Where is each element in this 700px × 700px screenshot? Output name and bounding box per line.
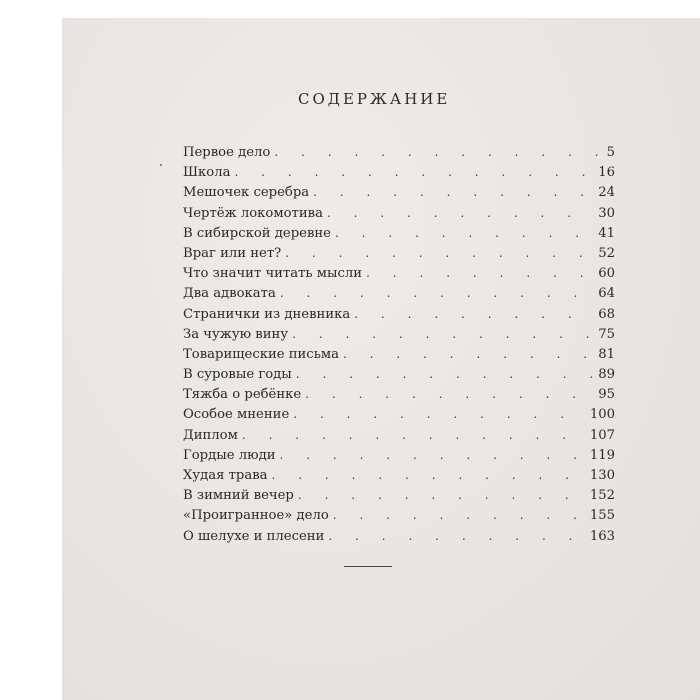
dot-leader — [234, 162, 594, 182]
paper-speck — [160, 164, 162, 166]
toc-entry-page-number: 41 — [598, 225, 615, 241]
toc-entry — [183, 304, 615, 324]
toc-entry — [183, 162, 615, 182]
toc-entry-page-number: 100 — [589, 407, 615, 423]
dot-leader — [327, 203, 594, 223]
dot-leader — [292, 324, 594, 344]
toc-entry — [183, 142, 615, 162]
dot-leader — [280, 445, 586, 465]
toc-entry — [183, 243, 615, 263]
toc-entry — [183, 505, 615, 525]
toc-entry — [183, 283, 615, 303]
toc-entry — [183, 324, 615, 344]
dot-leader — [242, 425, 586, 445]
toc-entry — [183, 344, 615, 364]
toc-entry-page-number: 24 — [598, 185, 615, 201]
dot-leader — [293, 404, 586, 424]
toc-entry-page-number: 5 — [606, 145, 615, 160]
toc-entry-title: Товарищеские письма — [183, 346, 339, 362]
dot-leader — [333, 505, 586, 525]
toc-entry-title: Диплом — [183, 427, 238, 443]
toc-entry-title: Чертёж локомотива — [183, 205, 323, 221]
toc-entry-title: Странички из дневника — [183, 306, 351, 322]
toc-entry-title: Первое дело — [183, 145, 271, 160]
toc-entry-page-number: 89 — [598, 367, 615, 383]
toc-entry-page-number: 68 — [598, 306, 615, 322]
toc-entry — [183, 485, 615, 505]
toc-entry-title: Два адвоката — [183, 286, 276, 302]
toc-entry-page-number: 130 — [589, 468, 615, 483]
toc-entry — [183, 182, 615, 202]
toc-entry-page-number: 95 — [598, 387, 615, 403]
toc-entry-page-number: 16 — [598, 165, 615, 181]
toc-entry-title: Тяжба о ребёнке — [183, 387, 302, 403]
toc-entry — [183, 263, 615, 283]
dot-leader — [272, 465, 586, 485]
toc-entry-page-number: 152 — [589, 488, 615, 504]
toc-entry-title: О шелухе и плесени — [183, 528, 325, 544]
toc-entry-title: В сибирской деревне — [183, 225, 331, 241]
toc-entry — [183, 526, 615, 546]
dot-leader — [298, 485, 586, 505]
dot-leader — [335, 223, 594, 243]
toc-entry-page-number: 119 — [589, 447, 615, 463]
toc-entry — [183, 203, 615, 223]
toc-entry — [183, 465, 615, 485]
closing-rule — [344, 566, 392, 567]
dot-leader — [366, 263, 594, 283]
dot-leader — [296, 364, 594, 384]
toc-entry-page-number: 107 — [589, 427, 615, 443]
toc-entry-page-number: 163 — [589, 528, 615, 544]
toc-entry-page-number: 52 — [598, 245, 615, 261]
dot-leader — [328, 526, 585, 546]
toc-entry-title: Особое мнение — [183, 407, 290, 423]
toc-entry-title: Что значит читать мысли — [183, 266, 363, 282]
toc-entry — [183, 223, 615, 243]
toc-entry — [183, 364, 615, 384]
toc-entry — [183, 404, 615, 424]
dot-leader — [280, 283, 594, 303]
toc-entry-page-number: 60 — [598, 266, 615, 282]
toc-entry-page-number: 30 — [598, 205, 615, 221]
dot-leader — [313, 182, 594, 202]
toc-entry-title: В зимний вечер — [183, 488, 294, 504]
dot-leader — [274, 142, 602, 162]
toc-entry-page-number: 155 — [589, 508, 615, 524]
toc-entry — [183, 384, 615, 404]
dot-leader — [285, 243, 594, 263]
table-of-contents — [183, 142, 615, 546]
toc-entry-page-number: 81 — [598, 346, 615, 362]
toc-entry-title: «Проигранное» дело — [183, 508, 329, 524]
toc-entry-page-number: 64 — [598, 286, 615, 302]
dot-leader — [354, 304, 594, 324]
toc-entry-title: Школа — [183, 165, 231, 181]
toc-entry-title: Гордые люди — [183, 447, 276, 463]
toc-entry-title: Мешочек серебра — [183, 185, 310, 201]
toc-entry — [183, 445, 615, 465]
page-title: СОДЕРЖАНИЕ — [298, 90, 451, 108]
dot-leader — [305, 384, 594, 404]
toc-entry-title: За чужую вину — [183, 326, 289, 342]
book-page — [62, 18, 700, 700]
dot-leader — [343, 344, 594, 364]
toc-entry-title: В суровые годы — [183, 367, 292, 383]
toc-entry-title: Враг или нет? — [183, 245, 282, 261]
toc-entry — [183, 425, 615, 445]
toc-entry-title: Худая трава — [183, 468, 268, 483]
toc-entry-page-number: 75 — [598, 326, 615, 342]
